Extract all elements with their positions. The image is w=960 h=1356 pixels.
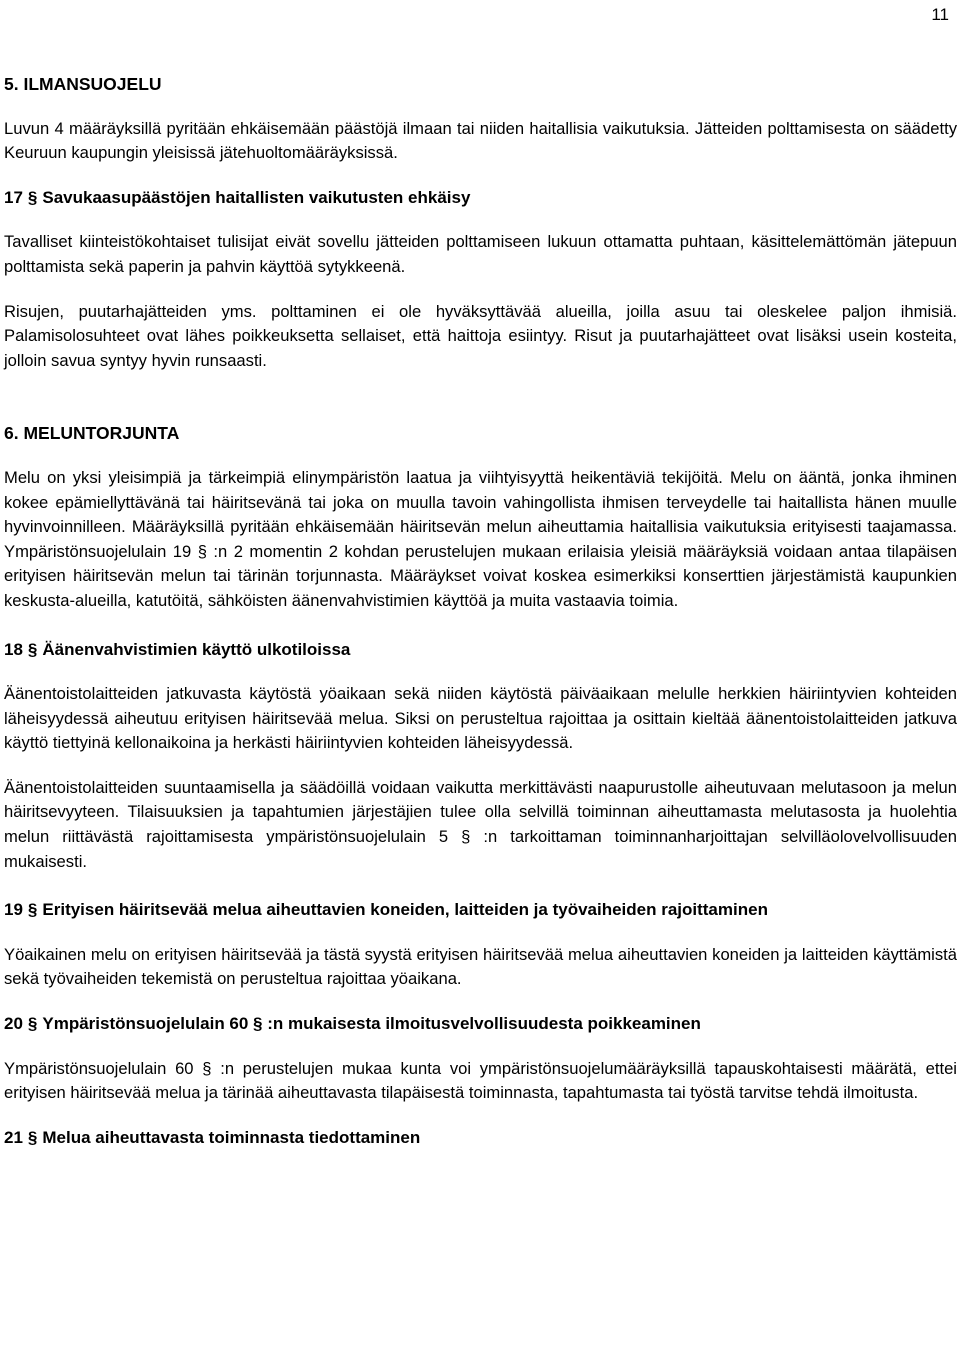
paragraph-tulisijat: Tavalliset kiinteistökohtaiset tulisijat eivät sovellu jätteiden polttamiseen lukuun ottamatta puhtaan, käsittelemättömän jätepuun polttamista sekä paperin ja pahvin käyttöä sytykkeenä. <box>4 232 957 276</box>
paragraph-yoaikainen-melu: Yöaikainen melu on erityisen häiritsevää ja tästä syystä erityisen häiritsevää melua aiheuttavien koneiden ja laitteiden käyttämistä sekä työvaiheiden tekemistä on perusteltua rajoittaa yöaikana. <box>4 944 957 989</box>
section-number: 20 <box>4 1014 23 1034</box>
section-sign: § <box>27 639 38 659</box>
section-19-heading <box>4 898 957 923</box>
paragraph-risujen-polttaminen: Risujen, puutarhajätteiden yms. polttaminen ei ole hyväksyttävää alueilla, joilla asuu tai oleskelee paljon ihmisiä. Palamisolosuhteet ovat lähes poikkeuksetta sellaiset, että haittoja esiintyy. Risut ja puutarhajätteet ovat lisäksi usein kosteita, jolloin savua syntyy hyvin runsaasti. <box>4 301 957 370</box>
section-title: Äänenvahvistimien käyttö ulkotiloissa <box>42 639 351 659</box>
section-number: 19 <box>4 900 23 920</box>
paragraph-ilmansuojelu-intro: Luvun 4 määräyksillä pyritään ehkäisemään päästöjä ilmaan tai niiden haitallisia vaikutuksia. Jätteiden polttamisesta on säädetty Keuruun kaupungin yleisissä jätehuoltomääräyksissä. <box>4 118 957 163</box>
section-sign: § <box>27 900 38 920</box>
page-number: 11 <box>931 5 949 24</box>
document-body <box>4 72 957 1150</box>
section-heading-ilmansuojelu: 5. ILMANSUOJELU <box>4 74 162 94</box>
paragraph-ilmoitusvelvollisuus: Ympäristönsuojelulain 60 § :n perustelujen mukaa kunta voi ympäristönsuojelumääräyksillä tapauskohtaisesti määrätä, ettei erityisen häiritsevää melua ja tärinää aiheuttavasta tilapäisestä toiminnasta, tapahtumasta tai työstä tarvitse tehdä ilmoitusta. <box>4 1058 957 1103</box>
section-number: 17 <box>4 187 23 207</box>
section-title: Melua aiheuttavasta toiminnasta tiedottaminen <box>42 1127 421 1147</box>
section-heading-meluntorjunta: 6. MELUNTORJUNTA <box>4 423 180 444</box>
section-20-heading <box>4 1012 957 1037</box>
section-sign: § <box>27 187 38 207</box>
section-number: 21 <box>4 1127 23 1147</box>
section-21-heading <box>4 1126 957 1151</box>
section-number: 18 <box>4 639 23 659</box>
paragraph-meluntorjunta-intro: Melu on yksi yleisimpiä ja tärkeimpiä elinympäristön laatua ja viihtyisyyttä heikentäviä tekijöitä. Melu on ääntä, jonka ihminen kokee epämiellyttävänä tai häiritsevänä tai joka on muulla tavoin vahingollista ihmisen terveydelle tai haitallista hänen muulle hyvinvoinnilleen. Määräyksillä pyritään ehkäisemään häiritsevän melun aiheuttamia haitallisia vaikutuksia erityisesti taajamassa. Ympäristönsuojelulain 19 § :n 2 momentin 2 kohdan perustelujen mukaan erilaisia yleisiä määräyksiä voidaan antaa tilapäisen erityisen häiritsevän melun tai tärinän torjunnasta. Määräykset voivat koskea esimerkiksi konserttien järjestämistä kaupunkien keskusta-alueilla, katutöitä, sähköisten äänenvahvistimien käyttöä ja muita vastaavia toimia. <box>4 467 957 610</box>
paragraph-aanentoisto-kaytto: Äänentoistolaitteiden jatkuvasta käytöstä yöaikaan sekä niiden käytöstä päiväaikaan melulle herkkien häiriintyvien kohteiden läheisyydessä aiheutuu erityisen häiritsevää melua. Siksi on perusteltua rajoittaa ja osittain kieltää äänentoistolaitteiden jatkuva käyttö tiettyinä kellonaikoina ja herkästi häiriintyvien kohteiden läheisyydessä. <box>4 684 957 753</box>
section-title: Erityisen häiritsevää melua aiheuttavien koneiden, laitteiden ja työvaiheiden rajoittaminen <box>42 900 768 920</box>
section-sign: § <box>27 1127 38 1147</box>
section-title: Ympäristönsuojelulain 60 § :n mukaisesta ilmoitusvelvollisuudesta poikkeaminen <box>42 1014 701 1034</box>
section-sign: § <box>27 1014 38 1034</box>
section-17-heading <box>4 186 957 211</box>
section-title: Savukaasupäästöjen haitallisten vaikutusten ehkäisy <box>42 187 471 207</box>
paragraph-aanentoisto-suuntaaminen: Äänentoistolaitteiden suuntaamisella ja säädöillä voidaan vaikutta merkittävästi naapurustolle aiheutuvaan melutasoon ja melun häiritsevyyteen. Tilaisuuksien ja tapahtumien järjestäjien tulee olla selvillä toiminnan aiheuttamasta melutasosta ja huolehtia melun riittävästä rajoittamisesta ympäristönsuojelulain 5 § :n tarkoittaman toiminnanharjoittajan selvilläolovelvollisuuden mukaisesti. <box>4 777 957 871</box>
section-18-heading <box>4 638 957 663</box>
